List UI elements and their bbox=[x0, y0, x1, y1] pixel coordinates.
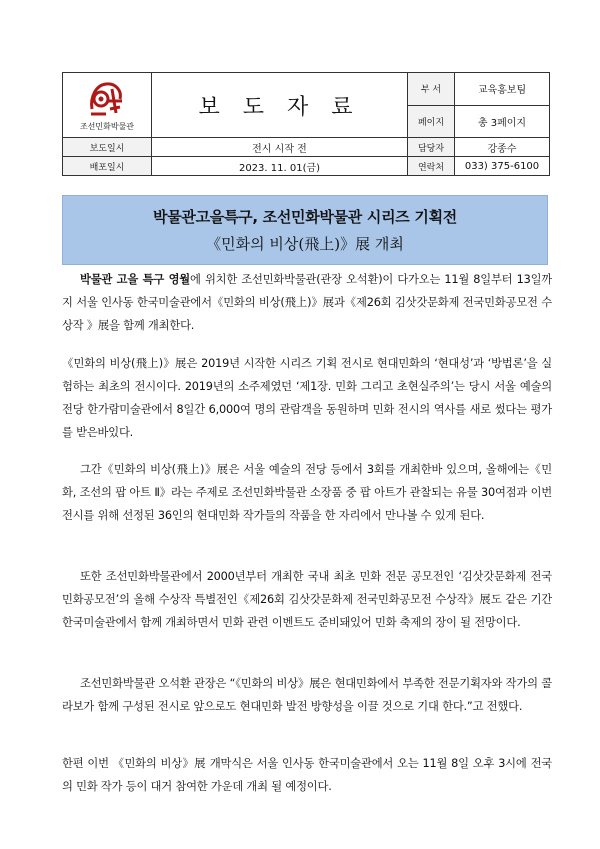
logo-caption: 조선민화박물관 bbox=[79, 121, 135, 131]
dept-label: 부 서 bbox=[408, 73, 455, 106]
pages-label: 페이지 bbox=[408, 105, 455, 138]
dept-value: 교육홍보팀 bbox=[455, 73, 550, 106]
paragraph-4: 또한 조선민화박물관에서 2000년부터 개최한 국내 최초 민화 전문 공모전인 ‘김삿갓문화제 전국민화공모전’의 올해 수상작 특별전인《제26회 김삿갓문화제 전국민화공모전 수상작》展도 같은 기간 한국미술관에서 함께 개최하면서 민화 관련 이벤트도 준비돼있어 민화 축제의 장이 될 전망이다. bbox=[62, 570, 552, 629]
headline-box bbox=[62, 195, 548, 265]
museum-logo-icon bbox=[86, 79, 128, 119]
paragraph-6: 한편 이번 《민화의 비상》展 개막식은 서울 인사동 한국미술관에서 오는 11월 8일 오후 3시에 전국의 민화 작가 등이 대거 참여한 가운데 개최 될 예정이다. bbox=[62, 757, 552, 793]
paragraph-2: 《민화의 비상(飛上)》展은 2019년 시작한 시리즈 기획 전시로 현대민화의 ‘현대성’과 ‘방법론’을 실험하는 최초의 전시이다. 2019년의 소주제였던 ‘제1장. 민화 그리고 초현실주의’는 당시 서울 예술의전당 한가람미술관에서 8일간 6,000여 명의 관람객을 동원하며 민화 전시의 역사를 새로 썼다는 평가를 받은바있다. bbox=[62, 357, 552, 439]
contact-value: 강종수 bbox=[455, 138, 550, 157]
paragraph-1-text: 에 위치한 조선민화박물관(관장 오석환)이 다가오는 11월 8일부터 13일까지 서울 인사동 한국미술관에서《민화의 비상(飛上)》展과《제26회 김삿갓문화제 전국민화공모전 수상작 》展을 함께 개최한다. bbox=[62, 273, 552, 332]
distribute-label: 배포일시 bbox=[63, 157, 152, 176]
paragraph-5: 조선민화박물관 오석환 관장은 “《민화의 비상》展은 현대민화에서 부족한 전문기획자와 작가의 콜라보가 함께 구성된 전시로 앞으로도 현대민화 발전 방향성을 이끌 것으로 기대 한다.”고 전했다. bbox=[62, 677, 552, 713]
headline-line-2: 《민화의 비상(飛上)》展 개최 bbox=[206, 235, 404, 253]
phone-label: 연락처 bbox=[408, 157, 455, 176]
contact-label: 담당자 bbox=[408, 138, 455, 157]
pages-value: 총 3페이지 bbox=[455, 105, 550, 138]
release-value: 전시 시작 전 bbox=[152, 138, 408, 157]
press-header-table bbox=[62, 72, 550, 176]
distribute-value: 2023. 11. 01(금) bbox=[152, 157, 408, 176]
headline-line-1: 박물관고을특구, 조선민화박물관 시리즈 기획전 bbox=[153, 208, 457, 226]
release-label: 보도일시 bbox=[63, 138, 152, 157]
paragraph-1-bold: 박물관 고을 특구 영월 bbox=[80, 273, 191, 286]
phone-value: 033) 375-6100 bbox=[455, 157, 550, 176]
document-title: 보 도 자 료 bbox=[152, 73, 408, 138]
paragraph-1 bbox=[62, 268, 552, 337]
paragraph-3: 그간《민화의 비상(飛上)》展은 서울 예술의 전당 등에서 3회를 개최한바 있으며, 올해에는《민화, 조선의 팝 아트 Ⅱ》라는 주제로 조선민화박물관 소장품 중 팝 아트가 관찰되는 유물 30여점과 이번 전시를 위해 선정된 36인의 현대민화 작가들의 작품을 한 자리에서 만나볼 수 있게 된다. bbox=[62, 463, 552, 522]
logo-cell bbox=[63, 73, 152, 138]
